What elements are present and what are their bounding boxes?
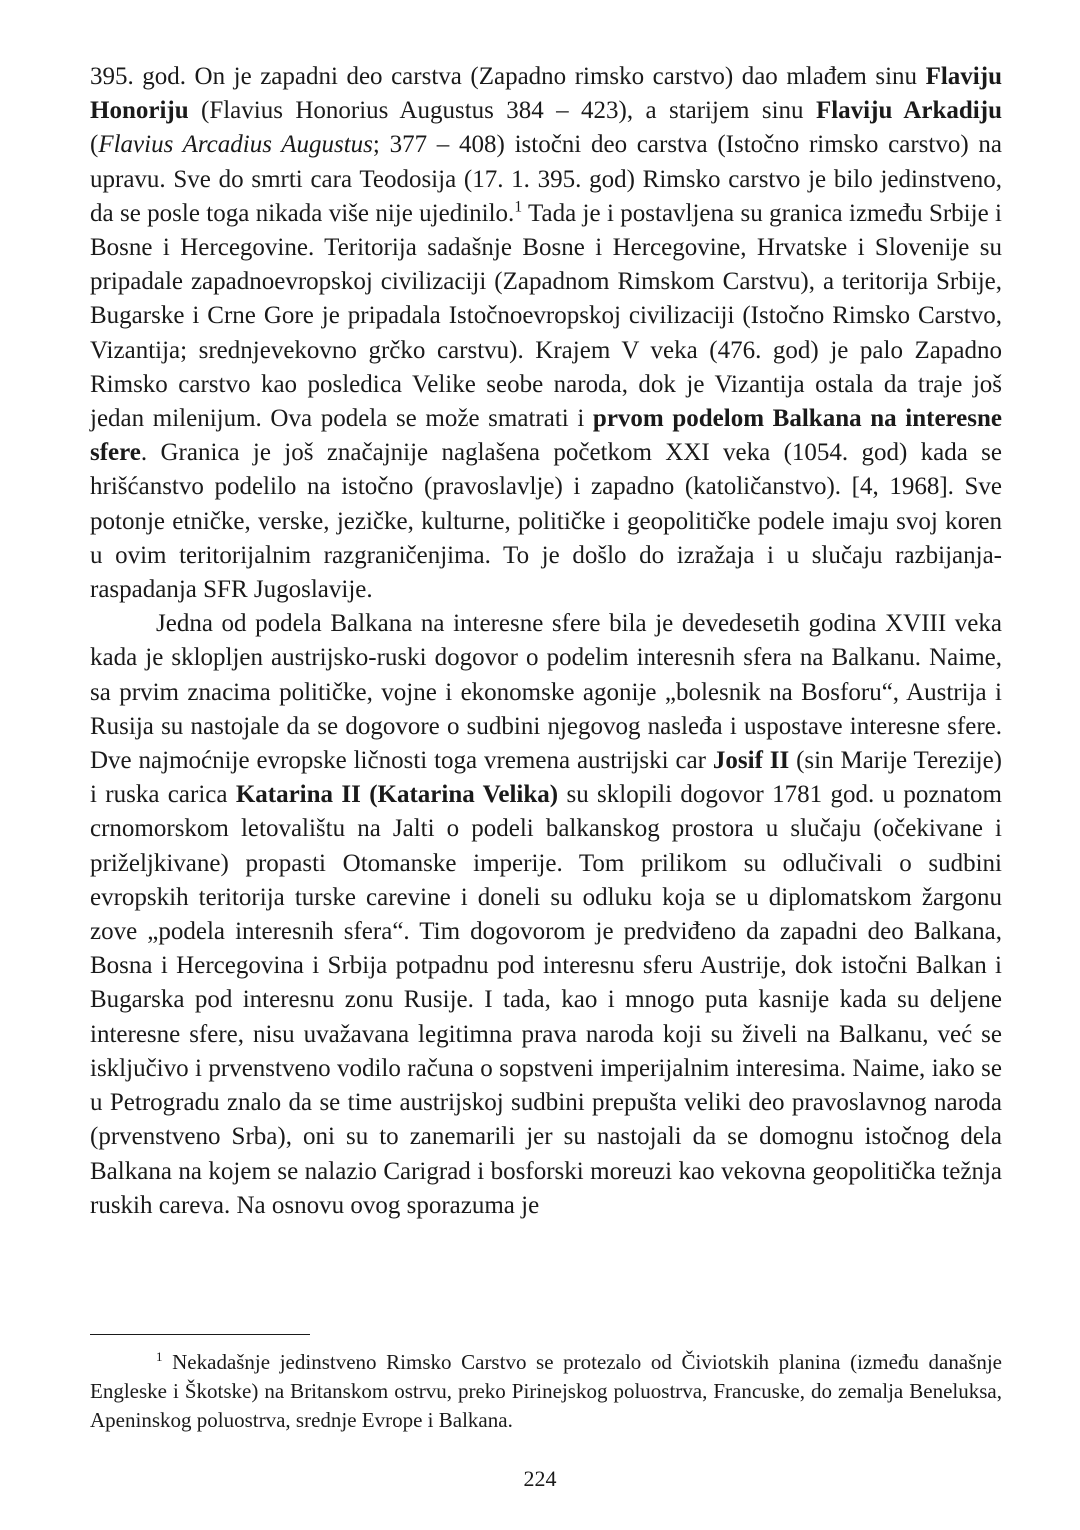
bold-name-flaviju-honoriju: Flaviju Honoriju [90,63,1002,125]
bold-name-josif-ii: Josif II [712,747,790,775]
text-run: (Flavius Honorius Augustus 384 – 423), a starijem sinu [188,97,816,125]
footnote-marker: 1 [156,1348,163,1364]
text-run: su sklopili dogovor 1781 god. u poznatom crnomorskom letovalištu na Jalti o podeli balkanskog prostora u slučaju (očekivane i priželjkivane) propasti Otomanske imperije. Tom prilikom su odlučivali o sudbini evropskih teritorija turske carevine i doneli su odluku koja se u diplomatskom žargonu zove „podela interesnih sfera“. Tim dogovorom je predviđeno da zapadni deo Balkana, Bosna i Hercegovina i Srbija potpadnu pod interesnu sferu Austrije, dok istočni Balkan i Bugarska pod interesnu zonu Rusije. I tada, kao i mnogo puta kasnije kada su deljene interesne sfere, nisu uvažavana legitimna prava naroda koji su živeli na Balkanu, već se isključivo i prvenstveno vodilo računa o sopstveni imperijalnim interesima. Naime, iako se u Petrogradu znalo da se time austrijskoj sudbini prepušta veliki deo pravoslavnog naroda (prvenstveno Srba), oni su to zanemarili jer su nastojali da se domognu istočnog dela Balkana na kojem se nalazio Carigrad i bosforski moreuzi kao vekovna geopolitička težnja ruskih careva. Na osnovu ovog sporazuma je [90,781,1002,1219]
bold-name-flaviju-arkadiju: Flaviju Arkadiju [815,97,1002,125]
paragraph-2 [90,607,1002,1223]
italic-latin-name: Flavius Arcadius Augustus [98,131,373,159]
paragraph-1 [90,60,1002,607]
text-run: ; 377 – 408) istočni deo carstva (Istočno rimsko carstvo) na upravu. Sve do smrti cara Teodosija (17. 1. 395. god) Rimsko carstvo je bilo jedinstveno, da se posle toga nikada više nije ujedinilo. [90,131,1002,227]
footnote-separator [90,1334,310,1335]
footnote [90,1348,1002,1435]
text-run: Tada je i postavljena su granica između Srbije i Bosne i Hercegovine. Teritorija sadašnje Bosne i Hercegovine, Hrvatske i Slovenije su pripadale zapadnoevropskoj civilizaciji (Zapadnom Rimskom Carstvu), a teritorija Srbije, Bugarske i Crne Gore je pripadala Istočnoevropskoj civilizaciji (Istočno Rimsko Carstvo, Vizantija; srednjevekovno grčko carstvu). Krajem V veka (476. god) je palo Zapadno Rimsko carstvo kao posledica Velike seobe naroda, dok je Vizantija ostala da traje još jedan milenijum. Ova podela se može smatrati i [90,199,1002,433]
text-run: Jedna od podela Balkana na interesne sfere bila je devedesetih godina XVIII veka kada je sklopljen austrijsko-ruski dogovor o podelim interesnih sfera na Balkanu. Naime, sa prvim znacima političke, vojne i ekonomske agonije „bolesnik na Bosforu“, Austrija i Rusija su nastojale da se dogovore o sudbini njegovog nasleđa i uspostave interesne sfere. Dve najmoćnije evropske ličnosti toga vremena austrijski car [90,610,1002,775]
footnote-text: Nekadašnje jedinstveno Rimsko Carstvo se protezalo od Čiviotskih planina (između današnje Engleske i Škotske) na Britanskom ostrvu, preko Pirinejskog poluostrva, Francuske, do zemalja Beneluksa, Apeninskog poluostrva, srednje Evrope i Balkana. [90,1350,1002,1432]
text-run: ( [90,131,99,159]
page-number: 224 [523,1466,557,1491]
text-run: . Granica je još značajnije naglašena početkom XXI veka (1054. god) kada se hrišćanstvo podelilo na istočno (pravoslavlje) i zapadno (katoličanstvo). [4, 1968]. Sve potonje etničke, verske, jezičke, kulturne, političke i geopolitičke podele imaju svoj koren u ovim teritorijalnim razgraničenjima. To je došlo do izražaja i u slučaju razbijanja-raspadanja SFR Jugoslavije. [90,439,1002,604]
text-run: 395. god. On je zapadni deo carstva (Zapadno rimsko carstvo) dao mlađem sinu [90,63,926,90]
text-run: (sin Marije Terezije) i ruska carica [90,747,1003,809]
bold-phrase-first-division: prvom podelom Balkana na interesne sfere [90,405,1003,467]
bold-name-katarina-ii: Katarina II (Katarina Velika) [235,781,559,809]
body-text [90,60,1002,1223]
footnote-reference: 1 [514,198,523,216]
